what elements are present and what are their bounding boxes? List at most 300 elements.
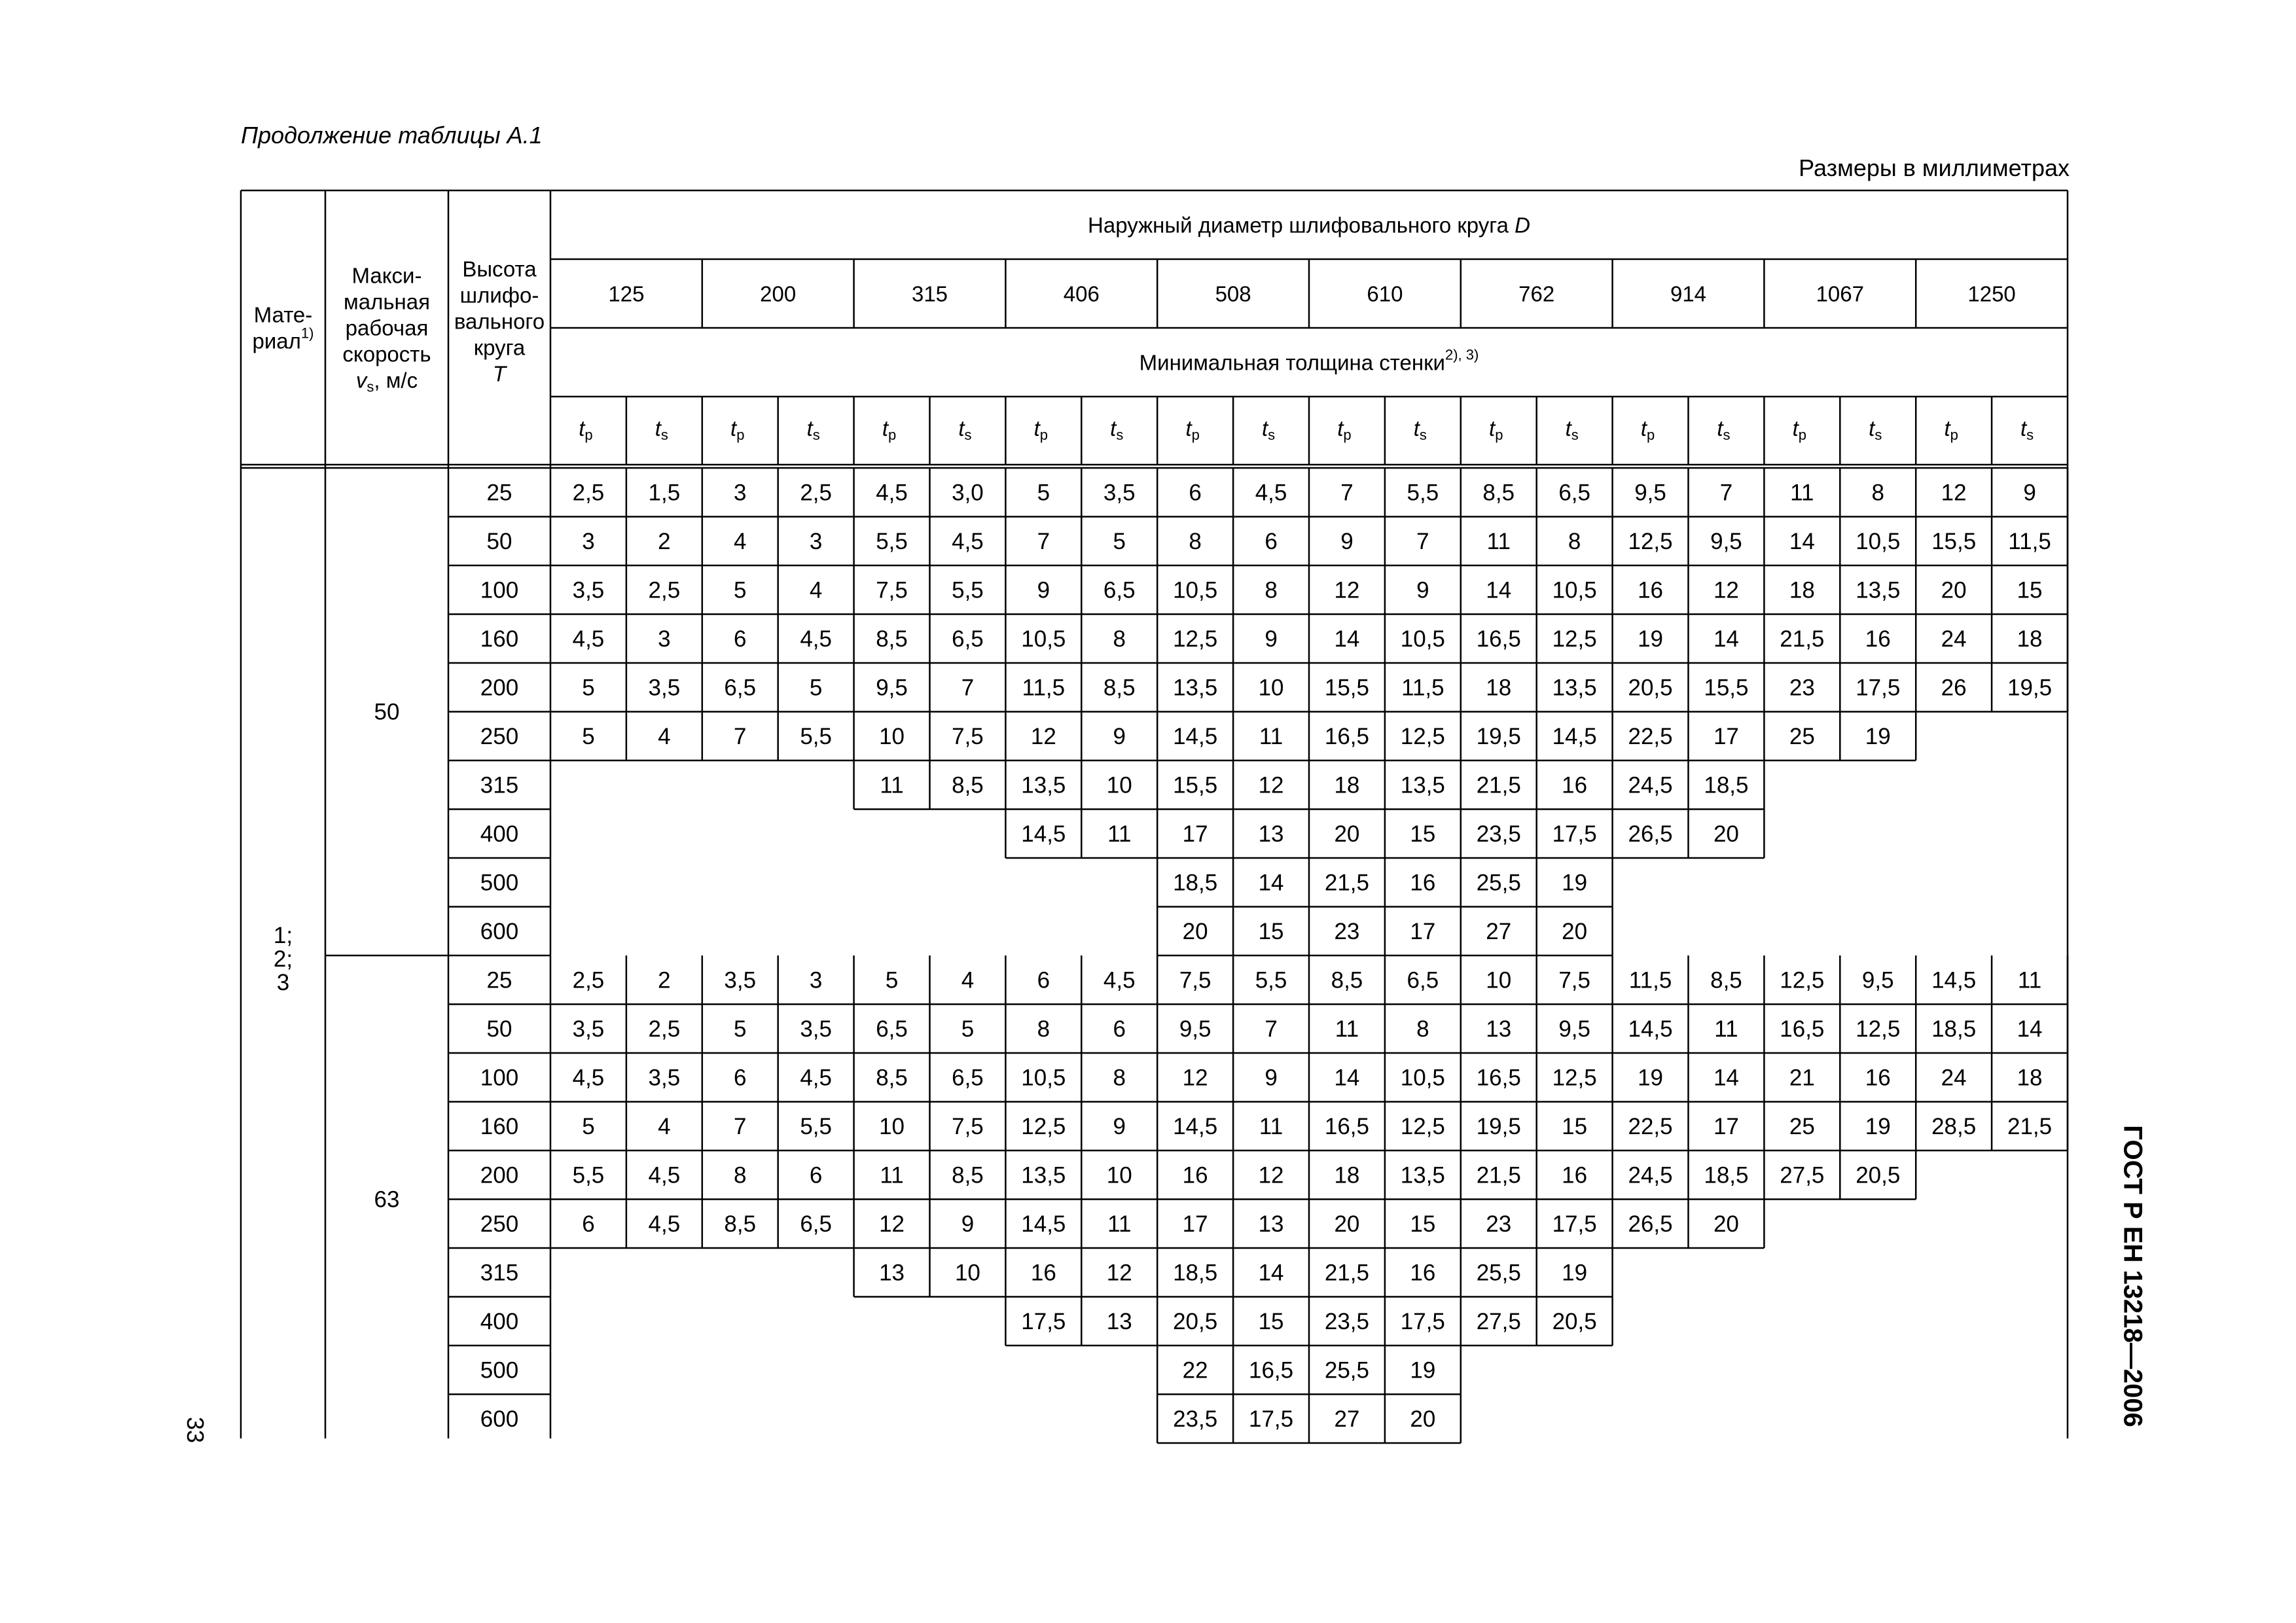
speed-header-line: скорость <box>342 342 431 366</box>
t-s-header: $t_s$ <box>1717 416 1731 443</box>
tp-value: 27 <box>1334 1406 1360 1432</box>
height-header-line: Высота <box>462 257 537 281</box>
tp-value: 15,5 <box>1324 674 1370 700</box>
ts-value: 13,5 <box>1400 772 1445 798</box>
ts-value: 9,5 <box>1710 528 1742 554</box>
t-s-header: $t_s$ <box>1869 416 1882 443</box>
t-s-header: $t_s$ <box>1413 416 1427 443</box>
tp-value: 6 <box>734 626 747 652</box>
tp-value: 12 <box>1334 577 1360 603</box>
ts-value: 5,5 <box>1407 479 1439 505</box>
tp-value: 10,5 <box>1021 626 1066 652</box>
ts-value: 9,5 <box>1558 1016 1590 1042</box>
ts-value: 5 <box>961 1016 975 1042</box>
ts-value: 20 <box>1410 1406 1436 1432</box>
ts-value: 5 <box>809 674 823 700</box>
tp-value: 19 <box>1638 626 1664 652</box>
ts-value: 4 <box>809 577 823 603</box>
tp-value: 16 <box>1030 1259 1056 1285</box>
ts-value: 12 <box>1258 772 1284 798</box>
height-value: 600 <box>480 918 519 944</box>
diameter-value: 508 <box>1215 281 1251 306</box>
height-value: 400 <box>480 1308 519 1334</box>
ts-value: 13 <box>1258 821 1284 847</box>
tp-value: 3,5 <box>724 967 757 993</box>
ts-value: 6 <box>809 1162 823 1188</box>
tp-value: 2,5 <box>572 967 605 993</box>
ts-value: 16 <box>1410 869 1436 895</box>
tp-value: 5 <box>1037 479 1050 505</box>
diameter-value: 914 <box>1670 281 1707 306</box>
ts-value: 16 <box>1562 772 1588 798</box>
tp-value: 16,5 <box>1324 723 1370 749</box>
speed-header-line: Макси- <box>351 263 422 287</box>
tp-value: 23 <box>1334 918 1360 944</box>
tp-value: 27,5 <box>1476 1308 1521 1334</box>
tp-value: 21,5 <box>1324 1259 1370 1285</box>
tp-value: 13,5 <box>1173 674 1218 700</box>
tp-value: 20,5 <box>1628 674 1673 700</box>
tp-value: 8 <box>1037 1016 1050 1042</box>
tp-value: 12,5 <box>1173 626 1218 652</box>
height-value: 50 <box>486 1016 512 1042</box>
tp-value: 9 <box>1340 528 1354 554</box>
tp-value: 18,5 <box>1931 1016 1977 1042</box>
tp-value: 5 <box>734 1016 747 1042</box>
tp-value: 20,5 <box>1173 1308 1218 1334</box>
standard-code-text: ГОСТ Р ЕН 13218—2006 <box>2118 1125 2147 1427</box>
tp-value: 20 <box>1941 577 1967 603</box>
tp-value: 5 <box>582 674 595 700</box>
tp-value: 25 <box>1789 1113 1815 1139</box>
t-p-header: $t_p$ <box>1337 416 1352 443</box>
ts-value: 13,5 <box>1552 674 1597 700</box>
material-header-line: риал$^{1)}$ <box>252 325 314 353</box>
height-value: 250 <box>480 1211 519 1237</box>
ts-value: 10 <box>1106 772 1132 798</box>
tp-value: 6,5 <box>876 1016 908 1042</box>
tp-value: 18 <box>1334 1162 1360 1188</box>
ts-value: 10 <box>954 1259 980 1285</box>
speed-header-line: $v_s$, м/с <box>355 368 418 395</box>
height-value: 50 <box>486 528 512 554</box>
ts-value: 17,5 <box>1856 674 1901 700</box>
tp-value: 3 <box>582 528 595 554</box>
diameter-title: Наружный диаметр шлифовального круга D <box>1088 213 1530 237</box>
ts-value: 7 <box>1416 528 1429 554</box>
tp-value: 21 <box>1789 1064 1815 1090</box>
ts-value: 6 <box>1265 528 1278 554</box>
tp-value: 15,5 <box>1173 772 1218 798</box>
tp-value: 14 <box>1334 626 1360 652</box>
tp-value: 20 <box>1334 1211 1360 1237</box>
ts-value: 3 <box>658 626 671 652</box>
ts-value: 12,5 <box>1552 626 1597 652</box>
ts-value: 12 <box>1258 1162 1284 1188</box>
tp-value: 4,5 <box>876 479 908 505</box>
ts-value: 3,0 <box>952 479 984 505</box>
tp-value: 14,5 <box>1931 967 1977 993</box>
ts-value: 19 <box>1865 1113 1891 1139</box>
tp-value: 5 <box>885 967 899 993</box>
ts-value: 8,5 <box>1710 967 1742 993</box>
height-value: 500 <box>480 1357 519 1383</box>
ts-value: 8 <box>1113 626 1126 652</box>
ts-value: 17,5 <box>1248 1406 1294 1432</box>
ts-value: 11,5 <box>2008 528 2051 554</box>
tp-value: 26 <box>1941 674 1967 700</box>
table-caption: Продолжение таблицы А.1 <box>241 122 543 149</box>
ts-value: 9 <box>1416 577 1429 603</box>
units-note: Размеры в миллиметрах <box>1799 154 2070 181</box>
ts-value: 18,5 <box>1704 772 1749 798</box>
ts-value: 14 <box>1258 1259 1284 1285</box>
tp-value: 11 <box>1486 528 1511 554</box>
ts-value: 17,5 <box>1552 1211 1597 1237</box>
ts-value: 15 <box>1410 821 1436 847</box>
ts-value: 3 <box>809 967 823 993</box>
speed-header-line: мальная <box>344 289 430 313</box>
t-p-header: $t_p$ <box>1944 416 1958 443</box>
tp-value: 6 <box>1037 967 1050 993</box>
ts-value: 4,5 <box>1255 479 1287 505</box>
ts-value: 12,5 <box>1552 1064 1597 1090</box>
ts-value: 2,5 <box>800 479 832 505</box>
page-number: 33 <box>182 1417 209 1444</box>
ts-value: 6,5 <box>800 1211 832 1237</box>
height-value: 315 <box>480 1259 519 1285</box>
t-s-header: $t_s$ <box>1110 416 1124 443</box>
material-value: 2; <box>273 946 293 972</box>
tp-value: 8 <box>1189 528 1202 554</box>
ts-value: 20,5 <box>1856 1162 1901 1188</box>
ts-value: 2 <box>658 528 671 554</box>
ts-value: 5,5 <box>1255 967 1287 993</box>
tp-value: 23,5 <box>1324 1308 1370 1334</box>
tp-value: 12 <box>1941 479 1967 505</box>
tp-value: 7,5 <box>876 577 908 603</box>
ts-value: 8,5 <box>952 1162 984 1188</box>
material-value: 1; <box>273 922 293 948</box>
ts-value: 9 <box>961 1211 975 1237</box>
tp-value: 16,5 <box>1476 1064 1521 1090</box>
tp-value: 16,5 <box>1324 1113 1370 1139</box>
material-value: 3 <box>276 969 290 995</box>
ts-value: 9 <box>1265 1064 1278 1090</box>
ts-value: 12,5 <box>1400 1113 1445 1139</box>
tp-value: 5 <box>582 723 595 749</box>
tp-value: 6,5 <box>724 674 757 700</box>
ts-value: 19 <box>1562 1259 1588 1285</box>
ts-value: 17,5 <box>1400 1308 1445 1334</box>
ts-value: 7 <box>961 674 975 700</box>
tp-value: 12 <box>1030 723 1056 749</box>
ts-value: 2,5 <box>648 1016 681 1042</box>
tp-value: 15,5 <box>1931 528 1977 554</box>
ts-value: 3,5 <box>648 1064 681 1090</box>
material-header-line: Мате- <box>253 302 313 327</box>
tp-value: 14,5 <box>1628 1016 1673 1042</box>
ts-value: 5,5 <box>800 1113 832 1139</box>
height-value: 25 <box>486 967 512 993</box>
ts-value: 13,5 <box>1400 1162 1445 1188</box>
tp-value: 11 <box>880 1162 904 1188</box>
ts-value: 15 <box>1410 1211 1436 1237</box>
tp-value: 24,5 <box>1628 772 1673 798</box>
ts-value: 7 <box>1265 1016 1278 1042</box>
tp-value: 16 <box>1182 1162 1208 1188</box>
ts-value: 6 <box>1113 1016 1126 1042</box>
height-value: 200 <box>480 674 519 700</box>
tp-value: 18 <box>1334 772 1360 798</box>
tp-value: 8,5 <box>876 1064 908 1090</box>
ts-value: 4,5 <box>648 1162 681 1188</box>
ts-value: 11 <box>1259 723 1283 749</box>
tp-value: 19,5 <box>1476 1113 1521 1139</box>
tp-value: 12 <box>1182 1064 1208 1090</box>
diameter-value: 1067 <box>1816 281 1865 306</box>
ts-value: 11 <box>1714 1016 1738 1042</box>
ts-value: 15,5 <box>1704 674 1749 700</box>
ts-value: 7,5 <box>952 723 984 749</box>
tp-value: 16 <box>1638 577 1664 603</box>
ts-value: 20,5 <box>1552 1308 1597 1334</box>
ts-value: 19,5 <box>2007 674 2053 700</box>
tp-value: 21,5 <box>1476 772 1521 798</box>
ts-value: 11 <box>2017 967 2042 993</box>
tp-value: 16,5 <box>1780 1016 1825 1042</box>
tp-value: 7 <box>734 723 747 749</box>
tp-value: 26,5 <box>1628 1211 1673 1237</box>
tp-value: 9,5 <box>1634 479 1666 505</box>
tp-value: 12,5 <box>1780 967 1825 993</box>
ts-value: 7,5 <box>952 1113 984 1139</box>
tp-value: 17 <box>1182 1211 1208 1237</box>
tp-value: 10 <box>1486 967 1512 993</box>
t-p-header: $t_p$ <box>730 416 745 443</box>
ts-value: 12 <box>1106 1259 1132 1285</box>
tp-value: 11,5 <box>1022 674 1066 700</box>
ts-value: 1,5 <box>648 479 681 505</box>
ts-value: 10,5 <box>1400 1064 1445 1090</box>
tp-value: 12 <box>879 1211 905 1237</box>
tp-value: 21,5 <box>1780 626 1825 652</box>
ts-value: 10 <box>1258 674 1284 700</box>
tp-value: 10 <box>879 723 905 749</box>
tp-value: 7,5 <box>1179 967 1211 993</box>
tp-value: 8 <box>734 1162 747 1188</box>
ts-value: 8 <box>1113 1064 1126 1090</box>
ts-value: 11 <box>1107 821 1132 847</box>
ts-value: 13 <box>1258 1211 1284 1237</box>
tp-value: 18,5 <box>1173 869 1218 895</box>
tp-value: 7 <box>1340 479 1354 505</box>
height-value: 600 <box>480 1406 519 1432</box>
ts-value: 20 <box>1713 821 1739 847</box>
ts-value: 9 <box>2023 479 2036 505</box>
ts-value: 3,5 <box>800 1016 832 1042</box>
tp-value: 14,5 <box>1173 723 1218 749</box>
ts-value: 4,5 <box>648 1211 681 1237</box>
tp-value: 8,5 <box>724 1211 757 1237</box>
ts-value: 9,5 <box>1861 967 1894 993</box>
tp-value: 4,5 <box>572 1064 605 1090</box>
ts-value: 5,5 <box>800 723 832 749</box>
height-value: 100 <box>480 577 519 603</box>
tp-value: 8,5 <box>1482 479 1515 505</box>
ts-value: 10 <box>1106 1162 1132 1188</box>
tp-value: 25,5 <box>1324 1357 1370 1383</box>
ts-value: 9 <box>1113 1113 1126 1139</box>
t-s-header: $t_s$ <box>1565 416 1579 443</box>
tp-value: 14,5 <box>1021 821 1066 847</box>
height-value: 250 <box>480 723 519 749</box>
ts-value: 11 <box>1107 1211 1132 1237</box>
height-value: 25 <box>486 479 512 505</box>
tp-value: 8,5 <box>876 626 908 652</box>
t-p-header: $t_p$ <box>1489 416 1503 443</box>
tp-value: 14,5 <box>1173 1113 1218 1139</box>
speed-header-line: рабочая <box>345 315 429 340</box>
height-value: 400 <box>480 821 519 847</box>
tp-value: 20 <box>1182 918 1208 944</box>
speed-value: 50 <box>374 699 400 724</box>
t-p-header: $t_p$ <box>579 416 593 443</box>
tp-value: 10,5 <box>1021 1064 1066 1090</box>
tp-value: 23,5 <box>1173 1406 1218 1432</box>
ts-value: 10,5 <box>1856 528 1901 554</box>
ts-value: 8,5 <box>952 772 984 798</box>
tp-value: 22,5 <box>1628 723 1673 749</box>
tp-value: 24 <box>1941 626 1967 652</box>
tp-value: 10,5 <box>1173 577 1218 603</box>
ts-value: 11 <box>1259 1113 1283 1139</box>
ts-value: 4,5 <box>952 528 984 554</box>
ts-value: 14,5 <box>1552 723 1597 749</box>
tp-value: 3,5 <box>572 1016 605 1042</box>
tp-value: 11 <box>880 772 904 798</box>
t-s-header: $t_s$ <box>655 416 668 443</box>
tp-value: 4 <box>734 528 747 554</box>
tp-value: 7 <box>1037 528 1050 554</box>
tp-value: 22,5 <box>1628 1113 1673 1139</box>
height-value: 500 <box>480 869 519 895</box>
tp-value: 18 <box>1486 674 1512 700</box>
ts-value: 4 <box>961 967 975 993</box>
tp-value: 16,5 <box>1476 626 1521 652</box>
tp-value: 5 <box>734 577 747 603</box>
tp-value: 5,5 <box>876 528 908 554</box>
tp-value: 6 <box>582 1211 595 1237</box>
tp-value: 19 <box>1638 1064 1664 1090</box>
ts-value: 4,5 <box>800 1064 832 1090</box>
tp-value: 24,5 <box>1628 1162 1673 1188</box>
tp-value: 25,5 <box>1476 869 1521 895</box>
speed-value: 63 <box>374 1186 400 1212</box>
ts-value: 5,5 <box>952 577 984 603</box>
tp-value: 7 <box>734 1113 747 1139</box>
ts-value: 16 <box>1865 626 1891 652</box>
t-s-header: $t_s$ <box>806 416 820 443</box>
ts-value: 18 <box>2017 1064 2043 1090</box>
ts-value: 12,5 <box>1400 723 1445 749</box>
ts-value: 2 <box>658 967 671 993</box>
tp-value: 18 <box>1789 577 1815 603</box>
tp-value: 22 <box>1182 1357 1208 1383</box>
tp-value: 27,5 <box>1780 1162 1825 1188</box>
ts-value: 6,5 <box>1407 967 1439 993</box>
ts-value: 10,5 <box>1400 626 1445 652</box>
ts-value: 3,5 <box>1103 479 1136 505</box>
ts-value: 20 <box>1713 1211 1739 1237</box>
ts-value: 14 <box>2017 1016 2043 1042</box>
ts-value: 17 <box>1713 723 1739 749</box>
ts-value: 14 <box>1713 626 1739 652</box>
diameter-value: 125 <box>608 281 645 306</box>
ts-value: 19 <box>1865 723 1891 749</box>
t-s-header: $t_s$ <box>958 416 972 443</box>
tp-value: 12,5 <box>1021 1113 1066 1139</box>
ts-value: 15 <box>1562 1113 1588 1139</box>
tp-value: 24 <box>1941 1064 1967 1090</box>
height-value: 160 <box>480 1113 519 1139</box>
ts-value: 13 <box>1106 1308 1132 1334</box>
tp-value: 11 <box>1335 1016 1359 1042</box>
tp-value: 14 <box>1334 1064 1360 1090</box>
tp-value: 19,5 <box>1476 723 1521 749</box>
diameter-value: 610 <box>1367 281 1403 306</box>
t-s-header: $t_s$ <box>1261 416 1276 443</box>
tp-value: 14,5 <box>1021 1211 1066 1237</box>
tp-value: 13,5 <box>1021 772 1066 798</box>
ts-value: 18 <box>2017 626 2043 652</box>
thickness-title: Минимальная толщина стенки$^{2), 3)}$ <box>1139 346 1479 374</box>
ts-value: 16,5 <box>1248 1357 1294 1383</box>
tp-value: 6 <box>734 1064 747 1090</box>
tp-value: 4,5 <box>572 626 605 652</box>
t-p-header: $t_p$ <box>1792 416 1807 443</box>
tp-value: 25,5 <box>1476 1259 1521 1285</box>
tp-value: 14 <box>1789 528 1815 554</box>
ts-value: 8 <box>1416 1016 1429 1042</box>
tp-value: 13 <box>879 1259 905 1285</box>
t-p-header: $t_p$ <box>1033 416 1049 443</box>
ts-value: 6,5 <box>952 626 984 652</box>
tp-value: 12,5 <box>1628 528 1673 554</box>
ts-value: 16 <box>1562 1162 1588 1188</box>
ts-value: 7,5 <box>1558 967 1590 993</box>
tp-value: 13 <box>1486 1016 1512 1042</box>
ts-value: 12,5 <box>1856 1016 1901 1042</box>
ts-value: 9 <box>1265 626 1278 652</box>
tp-value: 13,5 <box>1021 1162 1066 1188</box>
tp-value: 9 <box>1037 577 1050 603</box>
tp-value: 25 <box>1789 723 1815 749</box>
ts-value: 16 <box>1410 1259 1436 1285</box>
tp-value: 20 <box>1334 821 1360 847</box>
ts-value: 6,5 <box>1103 577 1136 603</box>
tp-value: 21,5 <box>1324 869 1370 895</box>
tp-value: 5 <box>582 1113 595 1139</box>
ts-value: 3 <box>809 528 823 554</box>
ts-value: 3,5 <box>648 674 681 700</box>
ts-value: 14 <box>1258 869 1284 895</box>
tp-value: 2,5 <box>572 479 605 505</box>
t-p-header: $t_p$ <box>882 416 897 443</box>
t-p-header: $t_p$ <box>1640 416 1655 443</box>
ts-value: 19 <box>1562 869 1588 895</box>
tp-value: 23 <box>1486 1211 1512 1237</box>
